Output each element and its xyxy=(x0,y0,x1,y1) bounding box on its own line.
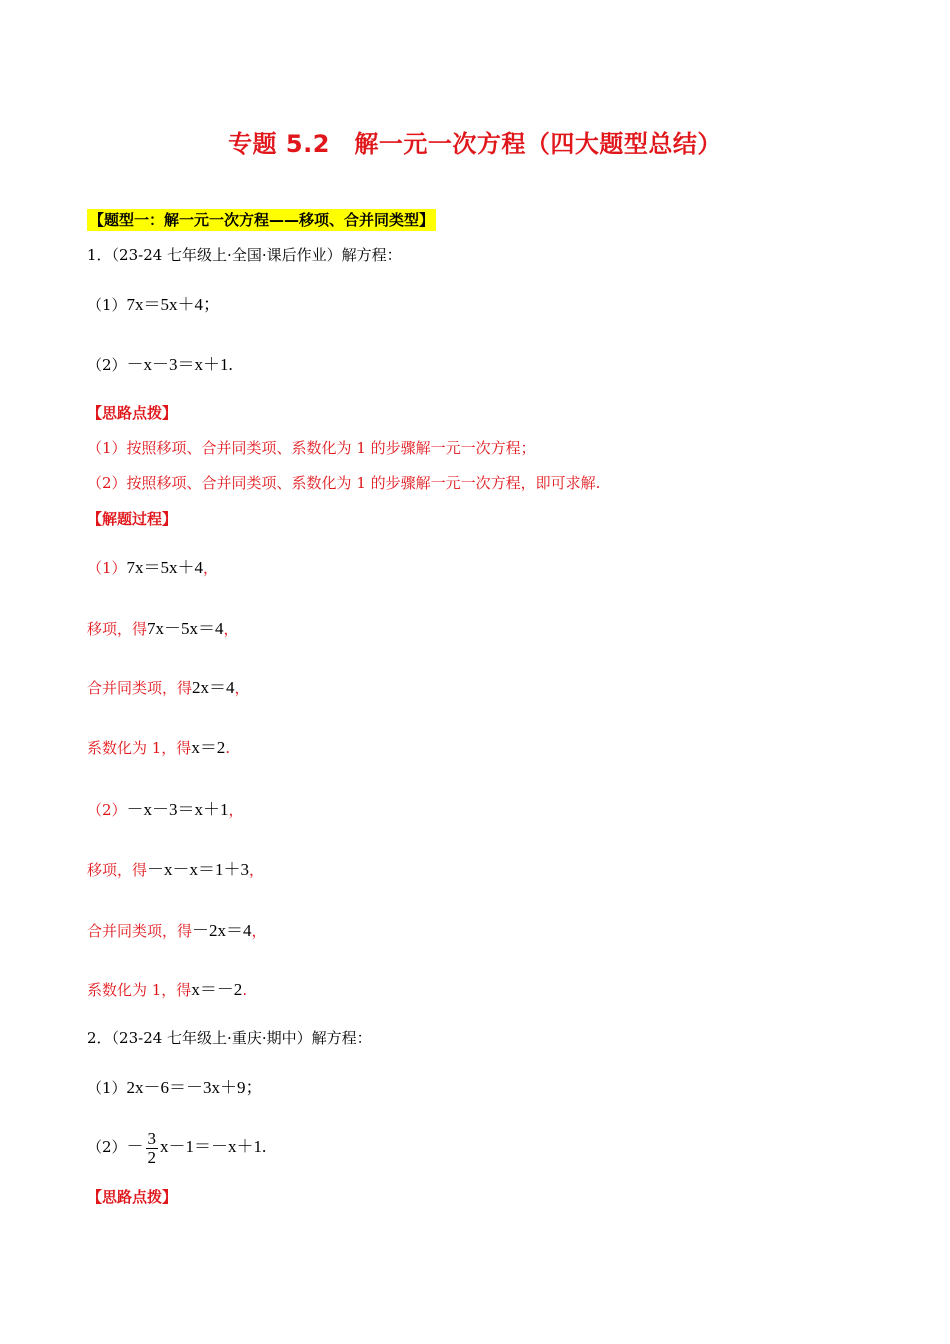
q1-part2-equation: －x－3＝x＋1. xyxy=(126,355,233,374)
hint-heading: 【思路点拨】 xyxy=(87,404,178,422)
sol1-step3-eq: x＝2 xyxy=(191,738,226,757)
sol1-label: （1） xyxy=(87,559,127,577)
sol2-step3-eq: x＝－2 xyxy=(191,980,243,999)
sol1-step1-comma: ， xyxy=(223,620,239,638)
page-title: 专题 5.2 解一元一次方程（四大题型总结） xyxy=(228,130,722,158)
type-heading: 【题型一：解一元一次方程——移项、合并同类型】 xyxy=(89,211,435,229)
sol2-step1-comma: ， xyxy=(249,861,265,879)
sol1-step2 xyxy=(87,677,250,699)
q2-part1-label: （1） xyxy=(87,1079,127,1097)
sol1-step3 xyxy=(87,737,230,759)
sol1-step1 xyxy=(87,618,239,640)
fraction-denominator: 2 xyxy=(147,1147,157,1167)
sol1-line xyxy=(87,557,218,579)
q1-part2 xyxy=(87,354,233,376)
sol2-label: （2） xyxy=(87,801,127,819)
q1-part1-label: （1） xyxy=(87,296,127,314)
sol2-step2 xyxy=(87,920,267,942)
q2-part1-equation: 2x－6＝－3x＋9； xyxy=(126,1078,263,1097)
sol1-comma: ， xyxy=(203,559,219,577)
q1-part2-label: （2） xyxy=(87,356,127,374)
q2-part2 xyxy=(87,1127,266,1167)
fraction xyxy=(146,1130,159,1167)
sol1-step2-comma: ， xyxy=(234,679,250,697)
q1-part1 xyxy=(87,294,220,316)
question-2-stem: 2．（23-24 七年级上·重庆·期中）解方程： xyxy=(87,1029,372,1047)
hint-heading-2: 【思路点拨】 xyxy=(87,1188,178,1206)
q2-part1 xyxy=(87,1077,263,1099)
sol1-step3-period: . xyxy=(225,739,231,757)
sol2-equation: －x－3＝x＋1 xyxy=(126,800,229,819)
sol1-equation: 7x＝5x＋4 xyxy=(126,558,204,577)
question-1-stem: 1．（23-24 七年级上·全国·课后作业）解方程： xyxy=(87,246,402,264)
sol2-step1-text: 移项，得 xyxy=(87,861,148,879)
sol2-comma: ， xyxy=(228,801,244,819)
sol2-step3-text: 系数化为 1，得 xyxy=(87,981,192,999)
sol1-step1-text: 移项，得 xyxy=(87,620,148,638)
q1-part1-equation: 7x＝5x＋4； xyxy=(126,295,221,314)
sol2-step3-period: . xyxy=(242,981,248,999)
q2-part2-rest: x－1＝－x＋1. xyxy=(160,1137,267,1156)
fraction-numerator: 3 xyxy=(147,1128,157,1148)
sol1-step1-eq: 7x－5x＝4 xyxy=(147,619,224,638)
sol1-step2-eq: 2x＝4 xyxy=(192,678,235,697)
hint-line-1: （1）按照移项、合并同类项、系数化为 1 的步骤解一元一次方程； xyxy=(87,439,536,457)
hint-line-2: （2）按照移项、合并同类项、系数化为 1 的步骤解一元一次方程，即可求解. xyxy=(87,474,601,492)
sol2-step2-eq: －2x＝4 xyxy=(192,921,252,940)
sol2-step2-text: 合并同类项，得 xyxy=(87,922,193,940)
sol2-step2-comma: ， xyxy=(251,922,267,940)
sol2-step1 xyxy=(87,859,264,881)
solution-heading: 【解题过程】 xyxy=(87,510,178,528)
sol2-step1-eq: －x－x＝1＋3 xyxy=(147,860,250,879)
q2-part2-label: （2） xyxy=(87,1138,127,1156)
q2-part2-minus: － xyxy=(126,1137,144,1156)
sol1-step2-text: 合并同类项，得 xyxy=(87,679,193,697)
sol2-line xyxy=(87,799,244,821)
sol1-step3-text: 系数化为 1，得 xyxy=(87,739,192,757)
sol2-step3 xyxy=(87,979,247,1001)
